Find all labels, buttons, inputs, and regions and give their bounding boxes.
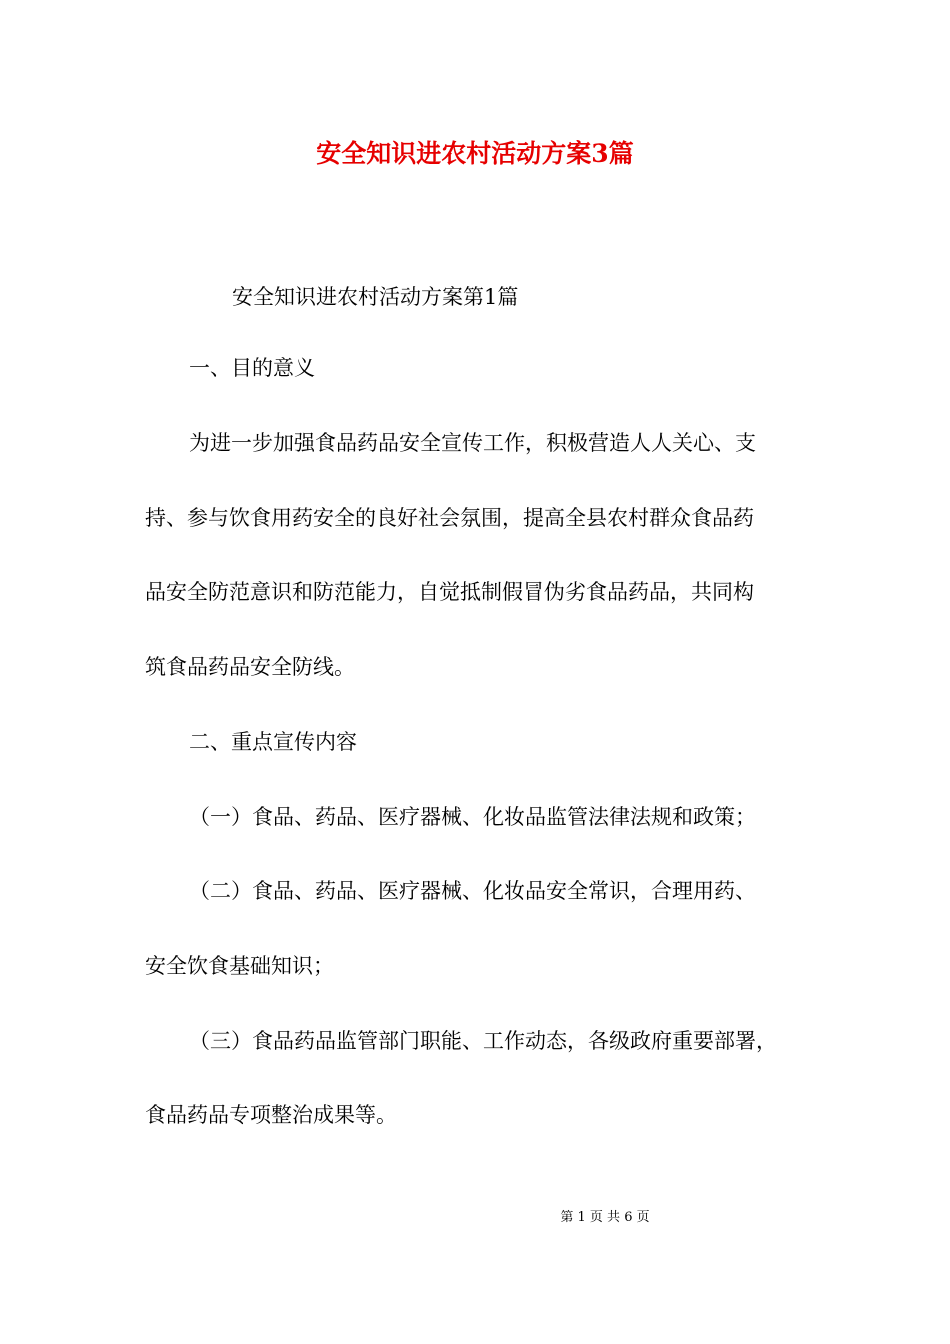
- paragraph-line: 持、参与饮食用药安全的良好社会氛围，提高全县农村群众食品药: [145, 506, 754, 530]
- list-item-line: （一）食品、药品、医疗器械、化妆品监管法律法规和政策；: [189, 805, 756, 829]
- page-footer: [0, 1208, 950, 1228]
- paragraph-line: 品安全防范意识和防范能力，自觉抵制假冒伪劣食品药品，共同构: [145, 580, 754, 604]
- heading-purpose: 一、目的意义: [189, 356, 315, 380]
- list-item-line: （二）食品、药品、医疗器械、化妆品安全常识，合理用药、: [189, 879, 756, 903]
- paragraph-line: 为进一步加强食品药品安全宣传工作，积极营造人人关心、支: [189, 431, 756, 455]
- document-title: 安全知识进农村活动方案3篇: [316, 139, 634, 168]
- section-title: 安全知识进农村活动方案第1篇: [232, 285, 519, 309]
- list-item-line: 安全饮食基础知识；: [145, 954, 334, 978]
- heading-key-content: 二、重点宣传内容: [189, 730, 357, 754]
- list-item-line: （三）食品药品监管部门职能、工作动态，各级政府重要部署，: [189, 1029, 777, 1053]
- list-item-line: 食品药品专项整治成果等。: [145, 1103, 397, 1127]
- paragraph-line: 筑食品药品安全防线。: [145, 655, 355, 679]
- page-number-label: 第 1 页 共 6 页: [560, 1210, 650, 1225]
